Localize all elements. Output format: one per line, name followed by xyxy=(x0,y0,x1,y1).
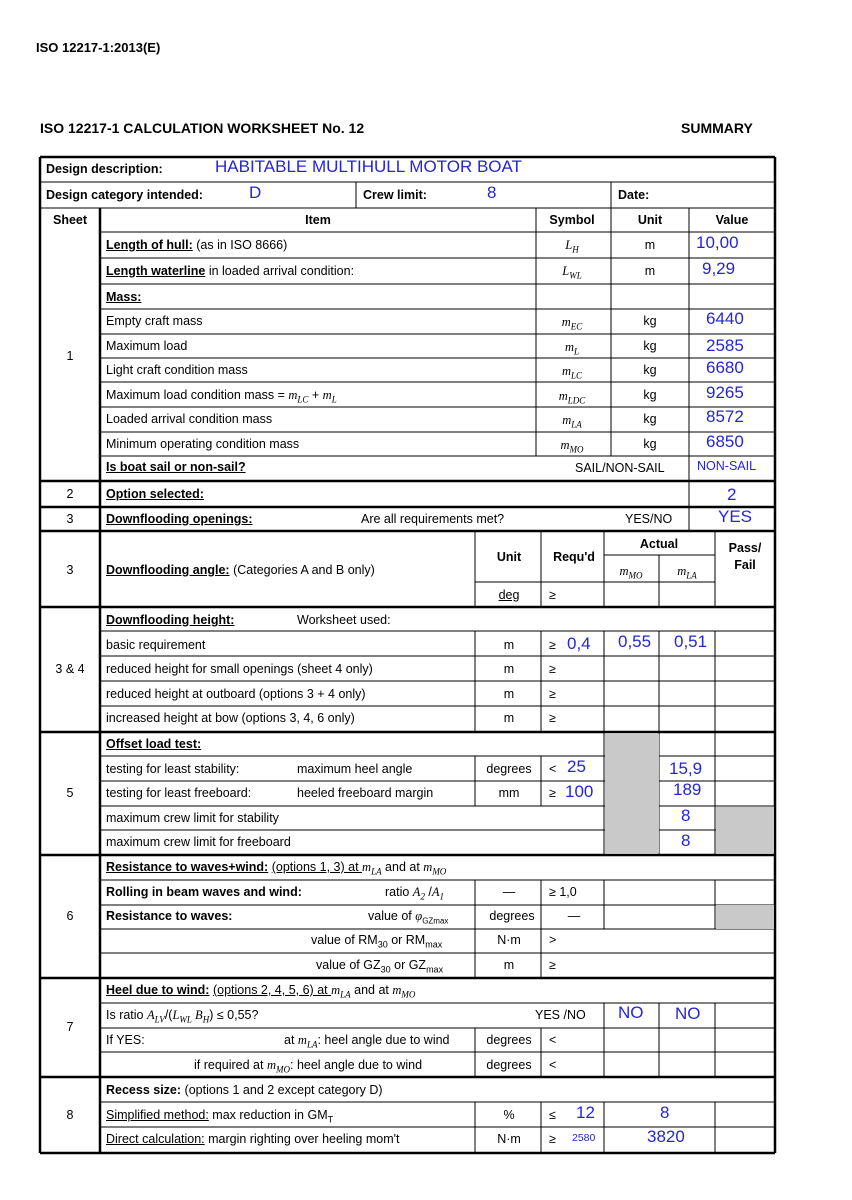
design-category-label: Design category intended: xyxy=(46,188,203,202)
option-selected-value: 2 xyxy=(727,485,737,504)
sheet-number-6: 6 xyxy=(66,909,74,923)
downflooding-height-label: Downflooding height: xyxy=(106,613,235,627)
resistance-to-waves-label: Resistance to waves: xyxy=(106,909,233,923)
sail-options: SAIL/NON-SAIL xyxy=(575,461,665,475)
downflooding-openings-label: Downflooding openings: xyxy=(106,512,253,526)
heel-angle-mla-unit: degrees xyxy=(486,1033,532,1047)
max-heel-angle-sign: < xyxy=(549,762,557,776)
simplified-method-value: 8 xyxy=(660,1103,670,1122)
offset-load-test-label: Offset load test: xyxy=(106,737,202,751)
column-unit-2: Unit xyxy=(496,550,522,564)
document-reference: ISO 12217-1:2013(E) xyxy=(36,40,161,55)
rolling-beam-waves-label: Rolling in beam waves and wind: xyxy=(106,885,302,899)
reduced-height-outboard-sign: ≥ xyxy=(549,687,556,701)
column-pass: Pass/ xyxy=(728,541,762,555)
symbol-mmo: $m_{MO}$ xyxy=(560,438,584,455)
sheet-number-5: 5 xyxy=(66,786,74,800)
max-heel-angle-unit: degrees xyxy=(486,762,532,776)
rolling-ratio-unit: — xyxy=(502,885,516,899)
sheet-number-7: 7 xyxy=(66,1020,74,1034)
rolling-ratio-requ: ≥ 1,0 xyxy=(549,885,577,899)
unit-mldc: kg xyxy=(643,388,657,402)
direct-calculation-requ: 2580 xyxy=(572,1132,596,1144)
downflooding-openings-value: YES xyxy=(718,507,753,526)
symbol-mla: $m_{LA}$ xyxy=(562,413,582,430)
gz-value-label: value of $GZ_{30}$ or $GZ_{max}$ xyxy=(316,958,444,975)
design-description-label: Design description: xyxy=(46,162,163,176)
design-category-value: D xyxy=(249,183,262,202)
resistance-waves-wind-row: Resistance to waves+wind: (options 1, 3) at $m_{LA}$ and at $m_{MO}$ xyxy=(106,860,447,877)
wind-ratio-yesno: YES /NO xyxy=(535,1008,586,1022)
crew-limit-freeboard-label: maximum crew limit for freeboard xyxy=(106,835,291,849)
symbol-mldc: $m_{LDC}$ xyxy=(558,389,586,406)
gz-requ: ≥ xyxy=(549,958,556,972)
basic-requirement-value: 0,4 xyxy=(567,634,591,653)
value-mec: 6440 xyxy=(706,309,744,328)
downflooding-angle-row: Downflooding angle: (Categories A and B only) xyxy=(106,563,375,577)
basic-requirement-la: 0,51 xyxy=(674,632,708,651)
column-item: Item xyxy=(305,213,331,227)
heeled-freeboard-margin-label: heeled freeboard margin xyxy=(297,786,434,800)
reduced-height-small-openings-label: reduced height for small openings (sheet 4 only) xyxy=(106,662,373,676)
mass-heading: Mass: xyxy=(106,290,142,304)
max-heel-angle-requ: 25 xyxy=(567,757,586,776)
value-ml: 2585 xyxy=(706,336,744,355)
unit-mmo: kg xyxy=(643,437,657,451)
light-craft-mass-label: Light craft condition mass xyxy=(106,363,248,377)
value-lwl: 9,29 xyxy=(702,259,736,278)
column-value: Value xyxy=(715,213,749,227)
worksheet-title: ISO 12217-1 CALCULATION WORKSHEET No. 12 xyxy=(40,120,365,136)
length-waterline-row: Length waterline in loaded arrival condition: xyxy=(106,264,355,278)
worksheet-summary-label: SUMMARY xyxy=(681,120,753,136)
design-description-value: HABITABLE MULTIHULL MOTOR BOAT xyxy=(215,157,522,176)
sheet-number-1: 1 xyxy=(66,349,74,363)
column-unit: Unit xyxy=(637,213,663,227)
resistance-phi-unit: degrees xyxy=(489,909,535,923)
heeled-freeboard-margin-unit: mm xyxy=(498,786,520,800)
unit-mla: kg xyxy=(643,412,657,426)
shaded-cell-pass-resistance xyxy=(716,905,774,929)
resistance-phi-requ: — xyxy=(567,909,581,923)
column-required: Requ'd xyxy=(553,550,595,564)
simplified-method-sign: ≤ xyxy=(549,1108,556,1122)
sheet-number-3a: 3 xyxy=(66,512,74,526)
symbol-lwl: $L_{WL}$ xyxy=(562,264,582,281)
heel-angle-mmo-requ: < xyxy=(549,1058,557,1072)
reduced-height-outboard-unit: m xyxy=(503,687,515,701)
downflooding-openings-options: YES/NO xyxy=(625,512,673,526)
column-fail: Fail xyxy=(734,558,756,572)
worksheet-used-label: Worksheet used: xyxy=(297,613,391,627)
sheet-number-3-4: 3 & 4 xyxy=(55,662,85,676)
direct-calculation-row: Direct calculation: margin righting over heeling mom't xyxy=(106,1132,400,1146)
symbol-ml: $m_L$ xyxy=(564,340,580,357)
direct-calculation-unit: N·m xyxy=(497,1132,521,1146)
max-heel-angle-label: maximum heel angle xyxy=(297,762,413,776)
heel-angle-mla-label: at $m_{LA}$: heel angle due to wind xyxy=(284,1033,450,1050)
reduced-height-small-openings-unit: m xyxy=(503,662,515,676)
increased-height-bow-sign: ≥ xyxy=(549,711,556,725)
sail-question-label: Is boat sail or non-sail? xyxy=(106,460,246,474)
heel-due-to-wind-row: Heel due to wind: (options 2, 4, 5, 6) at $m_{LA}$ and at $m_{MO}$ xyxy=(106,983,416,1000)
heeled-freeboard-margin-sign: ≥ xyxy=(549,786,556,800)
value-mldc: 9265 xyxy=(706,383,744,402)
symbol-mec: $m_{EC}$ xyxy=(561,315,583,332)
unit-lwl: m xyxy=(644,264,656,278)
simplified-method-requ: 12 xyxy=(576,1103,595,1122)
unit-mlc: kg xyxy=(643,363,657,377)
option-selected-label: Option selected: xyxy=(106,487,204,501)
increased-height-bow-unit: m xyxy=(503,711,515,725)
date-label: Date: xyxy=(618,188,650,202)
rm-requ: > xyxy=(549,933,557,947)
least-stability-label: testing for least stability: xyxy=(106,762,240,776)
reduced-height-small-openings-sign: ≥ xyxy=(549,662,556,676)
value-mmo: 6850 xyxy=(706,432,744,451)
shaded-cell-pass-crew xyxy=(716,807,774,853)
basic-requirement-unit: m xyxy=(503,638,515,652)
crew-limit-stability-la: 8 xyxy=(681,806,691,825)
column-actual: Actual xyxy=(639,537,679,551)
gz-unit: m xyxy=(503,958,515,972)
basic-requirement-mo: 0,55 xyxy=(618,632,652,651)
crew-limit-stability-label: maximum crew limit for stability xyxy=(106,811,279,825)
crew-limit-value: 8 xyxy=(487,183,497,202)
value-mla: 8572 xyxy=(706,407,744,426)
wind-ratio-la: NO xyxy=(675,1004,701,1023)
sheet-number-2: 2 xyxy=(66,487,74,501)
symbol-mlc: $m_{LC}$ xyxy=(561,364,583,381)
downflooding-openings-question: Are all requirements met? xyxy=(361,512,505,526)
direct-calculation-value: 3820 xyxy=(647,1127,685,1146)
sail-value: NON-SAIL xyxy=(697,459,757,473)
reduced-height-outboard-label: reduced height at outboard (options 3 + 4 only) xyxy=(106,687,366,701)
increased-height-bow-label: increased height at bow (options 3, 4, 6 only) xyxy=(106,711,355,725)
column-mmo: $m_{MO}$ xyxy=(619,564,643,581)
unit-mec: kg xyxy=(643,314,657,328)
symbol-lh: $L_H$ xyxy=(565,238,579,255)
recess-size-row: Recess size: (options 1 and 2 except category D) xyxy=(106,1083,383,1097)
heel-angle-mla-requ: < xyxy=(549,1033,557,1047)
basic-requirement-label: basic requirement xyxy=(106,638,206,652)
downflooding-angle-requ: ≥ xyxy=(549,588,556,602)
heeled-freeboard-margin-la: 189 xyxy=(673,780,702,799)
heel-angle-mmo-label: if required at $m_{MO}$: heel angle due to wind xyxy=(194,1058,423,1075)
value-mlc: 6680 xyxy=(706,358,744,377)
wind-ratio-mo: NO xyxy=(618,1003,644,1022)
simplified-method-row: Simplified method: max reduction in $GM_T$ xyxy=(106,1108,334,1125)
column-mla: $m_{LA}$ xyxy=(677,564,697,581)
unit-ml: kg xyxy=(643,339,657,353)
sheet-number-8: 8 xyxy=(66,1108,74,1122)
direct-calculation-sign: ≥ xyxy=(549,1132,556,1146)
rm-unit: N·m xyxy=(497,933,521,947)
wind-ratio-question: Is ratio $A_{LV}/(L_{WL}$ $B_H) \le 0,55$? xyxy=(106,1008,259,1025)
heel-angle-mmo-unit: degrees xyxy=(486,1058,532,1072)
max-load-condition-mass-label: Maximum load condition mass = $m_{LC} + m_L$ xyxy=(106,388,337,405)
empty-craft-mass-label: Empty craft mass xyxy=(106,314,203,328)
sheet-number-3b: 3 xyxy=(66,563,74,577)
loaded-arrival-mass-label: Loaded arrival condition mass xyxy=(106,412,273,426)
least-freeboard-label: testing for least freeboard: xyxy=(106,786,252,800)
downflooding-angle-unit: deg xyxy=(498,588,520,602)
rm-value-label: value of $RM_{30}$ or $RM_{max}$ xyxy=(311,933,443,950)
crew-limit-label: Crew limit: xyxy=(363,188,427,202)
length-of-hull-row: Length of hull: (as in ISO 8666) xyxy=(106,238,288,252)
column-sheet: Sheet xyxy=(52,213,88,227)
max-heel-angle-la: 15,9 xyxy=(669,759,703,778)
maximum-load-label: Maximum load xyxy=(106,339,188,353)
unit-lh: m xyxy=(644,238,656,252)
resistance-phi-label: value of $\varphi_{GZmax}$ xyxy=(368,909,449,926)
crew-limit-freeboard-la: 8 xyxy=(681,831,691,850)
if-yes-label: If YES: xyxy=(106,1033,145,1047)
rolling-ratio-label: ratio $A_2$ $/A_1$ xyxy=(385,885,445,902)
min-operating-mass-label: Minimum operating condition mass xyxy=(106,437,300,451)
heeled-freeboard-margin-requ: 100 xyxy=(565,782,594,801)
value-lh: 10,00 xyxy=(696,233,739,252)
basic-requirement-sign: ≥ xyxy=(549,638,556,652)
shaded-cell-mo-offset xyxy=(605,734,659,853)
simplified-method-unit: % xyxy=(503,1108,515,1122)
column-symbol: Symbol xyxy=(549,213,595,227)
